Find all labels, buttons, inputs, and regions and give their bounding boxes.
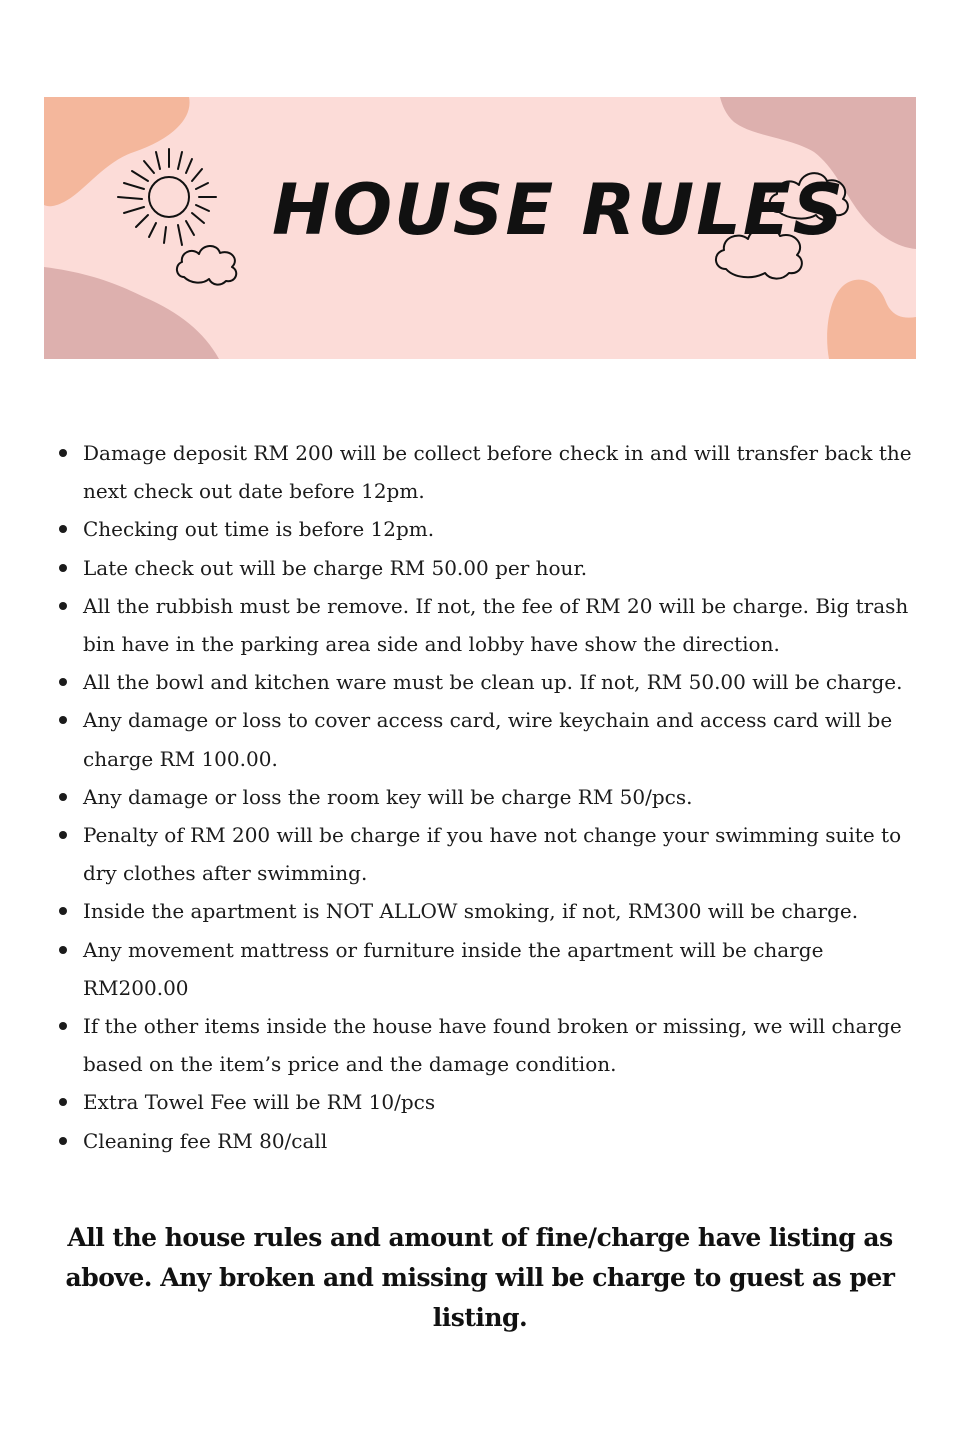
list-item — [57, 510, 917, 548]
rule-text: Late check out will be charge RM 50.00 per hour. — [83, 555, 588, 580]
bullet-icon — [59, 602, 67, 610]
bullet-icon — [59, 716, 67, 724]
bullet-icon — [59, 1137, 67, 1145]
list-item — [57, 778, 917, 816]
list-item — [57, 1007, 917, 1083]
rule-text: All the rubbish must be remove. If not, the fee of RM 20 will be charge. Big trash bin have in the parking area side and lobby have show the direction. — [83, 593, 909, 657]
bullet-icon — [59, 946, 67, 954]
rule-text: Any movement mattress or furniture inside the apartment will be charge RM200.00 — [83, 937, 824, 1000]
house-rules-list — [57, 434, 917, 1160]
house-rules-banner — [44, 97, 916, 359]
list-item — [57, 663, 917, 701]
bullet-icon — [59, 564, 67, 572]
bullet-icon — [59, 793, 67, 801]
orange-blob-top-left — [44, 97, 190, 206]
rule-text: If the other items inside the house have found broken or missing, we will charge based on the item’s price and the damage condition. — [83, 1014, 902, 1077]
rule-text: Any damage or loss the room key will be charge RM 50/pcs. — [83, 784, 693, 809]
list-item — [57, 549, 917, 587]
bullet-icon — [59, 1022, 67, 1030]
cloud-icon — [177, 246, 236, 285]
rule-text: Any damage or loss to cover access card, wire keychain and access card will be charge RM 100.00. — [83, 708, 893, 771]
rule-text: All the bowl and kitchen ware must be clean up. If not, RM 50.00 will be charge. — [83, 670, 903, 695]
list-item — [57, 892, 917, 930]
list-item — [57, 434, 917, 510]
rule-text: Damage deposit RM 200 will be collect before check in and will transfer back the next check out date before 12pm. — [83, 441, 912, 504]
banner-title: HOUSE RULES — [272, 169, 846, 251]
footer-note: All the house rules and amount of fine/charge have listing as above. Any broken and missing will be charge to guest as per listing. — [65, 1223, 895, 1332]
rule-text: Extra Towel Fee will be RM 10/pcs — [83, 1090, 436, 1115]
bullet-icon — [59, 449, 67, 457]
list-item — [57, 816, 917, 892]
bullet-icon — [59, 678, 67, 686]
list-item — [57, 1083, 917, 1121]
list-item — [57, 701, 917, 777]
bullet-icon — [59, 525, 67, 533]
bullet-icon — [59, 907, 67, 915]
rule-text: Checking out time is before 12pm. — [83, 517, 435, 542]
rule-text: Inside the apartment is NOT ALLOW smoking, if not, RM300 will be charge. — [83, 899, 859, 924]
sun-icon — [118, 149, 216, 245]
orange-blob-bottom-right — [827, 280, 916, 359]
rule-text: Penalty of RM 200 will be charge if you have not change your swimming suite to dry clothes after swimming. — [83, 823, 902, 886]
rose-blob-bottom-left — [44, 267, 219, 359]
list-item — [57, 931, 917, 1007]
bullet-icon — [59, 1098, 67, 1106]
list-item — [57, 1122, 917, 1160]
bullet-icon — [59, 831, 67, 839]
rule-text: Cleaning fee RM 80/call — [83, 1128, 328, 1153]
list-item — [57, 587, 917, 663]
